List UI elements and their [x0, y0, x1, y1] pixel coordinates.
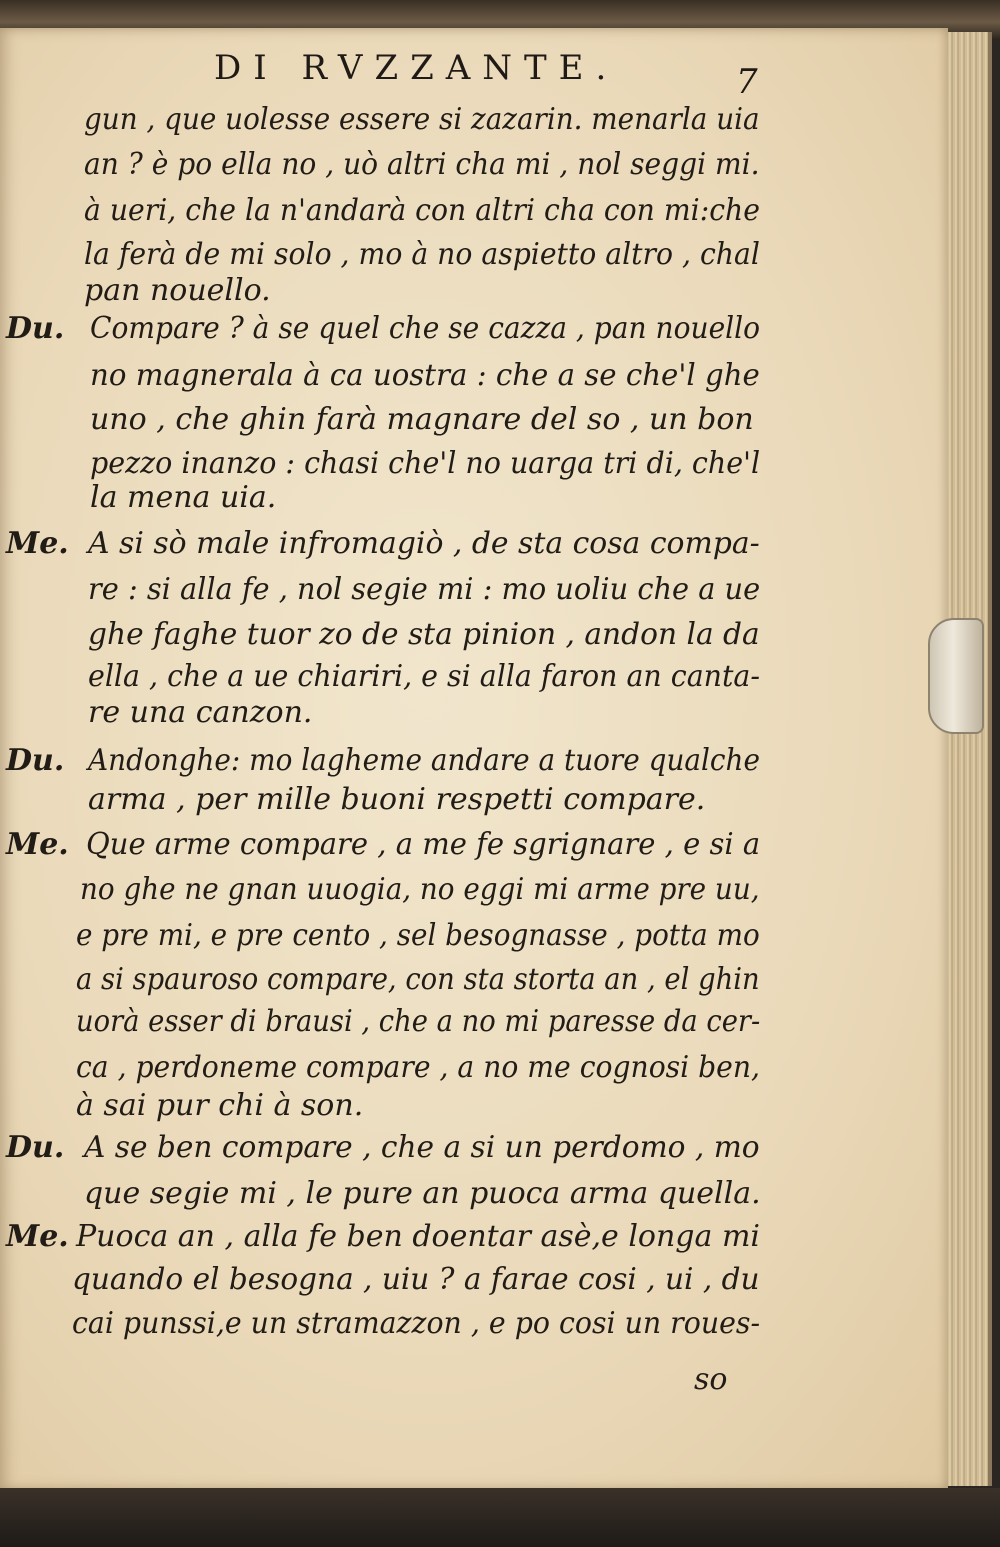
text-line: ghe faghe tuor zo de sta pinion , andon la da [88, 617, 760, 652]
text-line: cai punssi,e un stramazzon , e po cosi un roues- [72, 1306, 761, 1341]
text-line: Compare ? à se quel che se cazza , pan nouello [90, 311, 761, 346]
speaker-label: Du. [6, 311, 65, 346]
bookmark-tab [928, 618, 984, 734]
text-line: quando el besogna , uiu ? a farae cosi , ui , du [72, 1262, 760, 1297]
text-line: arma , per mille buoni respetti compare. [88, 782, 706, 817]
page-edges [948, 32, 992, 1486]
text-line: que segie mi , le pure an puoca arma quella. [84, 1176, 761, 1211]
text-line: A se ben compare , che a si un perdomo , mo [84, 1130, 760, 1165]
text-line: à sai pur chi à son. [76, 1088, 364, 1123]
speaker-label: Me. [6, 526, 69, 561]
text-line: Andonghe: mo lagheme andare a tuore qualche [88, 743, 760, 778]
text-line: ca , perdoneme compare , a no me cognosi ben, [76, 1050, 760, 1085]
text-line: Que arme compare , a me fe sgrignare , e si a [86, 827, 761, 862]
running-head: DI RVZZANTE. [214, 48, 619, 88]
text-line: Puoca an , alla fe ben doentar asè,e longa mi [76, 1219, 760, 1254]
speaker-label: Du. [6, 1130, 65, 1165]
text-line: la mena uia. [90, 480, 277, 515]
text-line: pan nouello. [84, 273, 271, 308]
text-line: re una canzon. [88, 695, 313, 730]
text-line: re : si alla fe , nol segie mi : mo uoliu che a ue [88, 572, 761, 607]
text-line: A si sò male infromagiò , de sta cosa compa- [88, 526, 760, 561]
text-line: ella , che a ue chiariri, e si alla faron an canta- [88, 659, 760, 694]
speaker-label: Me. [6, 827, 69, 862]
text-line: la ferà de mi solo , mo à no aspietto altro , chal [84, 237, 760, 272]
text-line: a si spauroso compare, con sta storta an , el ghin [76, 962, 760, 997]
text-line: e pre mi, e pre cento , sel besognasse , potta mo [76, 918, 760, 953]
text-line: pezzo inanzo : chasi che'l no uarga tri di, che'l [90, 446, 761, 481]
text-line: an ? è po ella no , uò altri cha mi , nol seggi mi. [84, 147, 760, 182]
speaker-label: Du. [6, 743, 65, 778]
text-line: uno , che ghin farà magnare del so , un bon [90, 402, 754, 437]
catchword: so [694, 1362, 728, 1397]
page-number: 7 [736, 62, 758, 102]
speaker-label: Me. [6, 1219, 69, 1254]
text-line: à ueri, che la n'andarà con altri cha con mi:che [84, 193, 760, 228]
book-cover-bottom [0, 1488, 1000, 1547]
text-line: no magnerala à ca uostra : che a se che'l ghe [90, 358, 760, 393]
text-line: uorà esser di brausi , che a no mi paresse da cer- [76, 1004, 761, 1039]
text-line: no ghe ne gnan uuogia, no eggi mi arme pre uu, [80, 872, 760, 907]
text-line: gun , que uolesse essere si zazarin. menarla uia [84, 102, 760, 137]
